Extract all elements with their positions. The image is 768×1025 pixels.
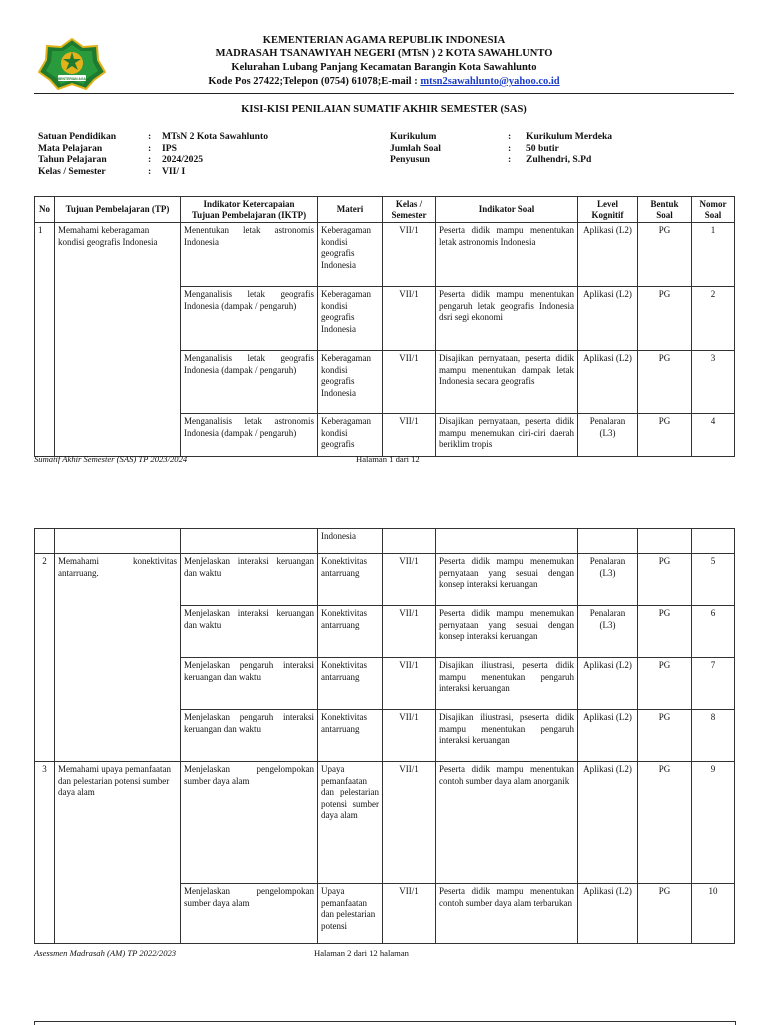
meta-colon: : — [148, 154, 152, 165]
meta-colon: : — [148, 165, 152, 177]
cell-nomor: 4 — [692, 414, 735, 457]
meta-value: MTsN 2 Kota Sawahlunto — [162, 131, 268, 142]
cell-level: Aplikasi (L2) — [578, 351, 638, 414]
header-line-3: Kelurahan Lubang Panjang Kecamatan Barangin Kota Sawahlunto — [231, 62, 537, 73]
meta-label: Kurikulum — [390, 131, 437, 142]
cell-iktp: Menjelaskan pengelompokan sumber daya alam — [181, 884, 318, 944]
cell-materi: Konektivitas antarruang — [318, 606, 383, 658]
cell-materi: Keberagaman kondisi geografis Indonesia — [318, 287, 383, 351]
cell-kelas: VII/1 — [383, 414, 436, 457]
email-link[interactable]: mtsn2sawahlunto@yahoo.co.id — [420, 76, 560, 87]
logo-text: KEMENTERIAN AGAMA — [52, 76, 92, 81]
meta-colon: : — [508, 142, 512, 154]
footer-page-2-right: Halaman 2 dari 12 halaman — [314, 948, 409, 958]
cell-nomor: 7 — [692, 658, 735, 710]
cell-kelas: VII/1 — [383, 762, 436, 884]
cell-level: Aplikasi (L2) — [578, 287, 638, 351]
meta-value: 2024/2025 — [162, 154, 204, 165]
header-kelas — [383, 197, 436, 223]
cell-bentuk: PG — [638, 414, 692, 457]
cell-nomor: 10 — [692, 884, 735, 944]
cell-level: Penalaran (L3) — [578, 606, 638, 658]
cell-materi: Keberagaman kondisi geografis — [318, 414, 383, 457]
header-bentuk — [638, 197, 692, 223]
cell-materi: Indonesia — [318, 529, 383, 554]
kisi-kisi-table-page-1 — [34, 196, 735, 457]
cell-bentuk: PG — [638, 884, 692, 944]
contact-text: Kode Pos 27422;Telepon (0754) 61078;E-mail : — [208, 76, 421, 87]
cell-indikator: Disajikan pernyataan, peserta didik mampu menemukan ciri-ciri daerah beriklim tropis — [436, 414, 578, 457]
meta-colon: : — [508, 131, 512, 142]
cell-kelas: VII/1 — [383, 351, 436, 414]
cell-iktp: Menjelaskan interaksi keruangan dan waktu — [181, 554, 318, 606]
header-indikator: Indikator Soal — [436, 197, 578, 223]
meta-label: Kelas / Semester — [38, 165, 106, 177]
meta-colon: : — [148, 142, 152, 154]
cell-materi: Konektivitas antarruang — [318, 710, 383, 762]
cell-level: Aplikasi (L2) — [578, 884, 638, 944]
meta-left — [38, 131, 338, 181]
cell-materi: Keberagaman kondisi geografis Indonesia — [318, 223, 383, 287]
cell-nomor: 9 — [692, 762, 735, 884]
cell-level: Aplikasi (L2) — [578, 658, 638, 710]
cell-indikator: Peserta didik mampu menentukan pengaruh letak geografis Indonesia dsri segi ekonomi — [436, 287, 578, 351]
cell-kelas: VII/1 — [383, 554, 436, 606]
cell-level: Aplikasi (L2) — [578, 762, 638, 884]
table-header-row — [35, 197, 735, 223]
cell-materi: Konektivitas antarruang — [318, 658, 383, 710]
cell-bentuk: PG — [638, 223, 692, 287]
table-row — [35, 762, 735, 884]
cell-iktp: Menjelaskan interaksi keruangan dan waktu — [181, 606, 318, 658]
cell-indikator: Disajikan pernyataan, peserta didik mampu menentukan dampak letak Indonesia secara geografis — [436, 351, 578, 414]
table-row — [35, 223, 735, 287]
kisi-kisi-table-page-2 — [34, 528, 735, 944]
cell-level: Aplikasi (L2) — [578, 710, 638, 762]
cell-iktp: Menjelaskan pengaruh interaksi keruangan dan waktu — [181, 710, 318, 762]
cell-bentuk — [638, 529, 692, 554]
cell-nomor: 6 — [692, 606, 735, 658]
cell-level: Penalaran (L3) — [578, 554, 638, 606]
cell-iktp: Menjelaskan pengelompokan sumber daya alam — [181, 762, 318, 884]
meta-label: Penyusun — [390, 154, 430, 165]
cell-nomor: 1 — [692, 223, 735, 287]
meta-colon: : — [508, 154, 512, 165]
cell-materi: Upaya pemanfaatan dan pelestarian potensi — [318, 884, 383, 944]
cell-kelas: VII/1 — [383, 658, 436, 710]
cell-iktp: Menganalisis letak geografis Indonesia (dampak / pengaruh) — [181, 287, 318, 351]
footer-page-2-left — [34, 948, 176, 958]
header-line-2: MADRASAH TSANAWIYAH NEGERI (MTsN ) 2 KOTA SAWAHLUNTO — [215, 48, 553, 59]
cell-tp: Memahami upaya pemanfaatan dan pelestarian potensi sumber daya alam — [55, 762, 181, 944]
cell-kelas: VII/1 — [383, 287, 436, 351]
cell-iktp — [181, 529, 318, 554]
cell-materi: Keberagaman kondisi geografis Indonesia — [318, 351, 383, 414]
header-nomor-line2: Soal — [704, 209, 722, 220]
header-no: No — [35, 197, 55, 223]
cell-level: Aplikasi (L2) — [578, 223, 638, 287]
header-materi: Materi — [318, 197, 383, 223]
cell-kelas: VII/1 — [383, 606, 436, 658]
header-iktp-line2: Tujuan Pembelajaran (IKTP) — [191, 209, 307, 220]
cell-tp: Memahami keberagaman kondisi geografis Indonesia — [55, 223, 181, 457]
meta-label: Mata Pelajaran — [38, 142, 103, 154]
meta-value: IPS — [162, 142, 177, 154]
document-title: KISI-KISI PENILAIAN SUMATIF AKHIR SEMESTER (SAS) — [241, 104, 527, 115]
header-nomor-line1: Nomor — [699, 198, 727, 209]
header-kelas-line2: Semester — [391, 209, 427, 220]
header-bentuk-line2: Soal — [656, 209, 673, 220]
cell-iktp: Menganalisis letak astronomis Indonesia (dampak / pengaruh) — [181, 414, 318, 457]
header-rule — [34, 93, 734, 94]
cell-iktp: Menjelaskan pengaruh interaksi keruangan dan waktu — [181, 658, 318, 710]
cell-bentuk: PG — [638, 658, 692, 710]
header-line-4 — [0, 75, 768, 88]
meta-colon: : — [148, 131, 152, 142]
cell-level — [578, 529, 638, 554]
cell-bentuk: PG — [638, 351, 692, 414]
cell-indikator: Disajikan iliustrasi, peserta didik mampu menentukan pengaruh interaksi keruangan — [436, 658, 578, 710]
meta-right — [390, 131, 730, 171]
cell-indikator: Peserta didik mampu menemukan pernyataan yang sesuai dengan konsep interaksi keruangan — [436, 554, 578, 606]
cell-materi: Upaya pemanfaatan dan pelestarian potensi sumber daya alam — [318, 762, 383, 884]
header-nomor — [692, 197, 735, 223]
cell-materi: Konektivitas antarruang — [318, 554, 383, 606]
cell-no: 3 — [35, 762, 55, 944]
table-row — [35, 554, 735, 606]
cell-tp — [55, 529, 181, 554]
page-3-table-edge — [34, 1021, 736, 1025]
cell-kelas: VII/1 — [383, 710, 436, 762]
cell-level: Penalaran (L3) — [578, 414, 638, 457]
footer-page-1-left — [34, 454, 187, 464]
footer-page-1-right: Halaman 1 dari 12 — [356, 454, 420, 464]
cell-nomor — [692, 529, 735, 554]
footer-left-text: Sumatif Akhir Semester (SAS) TP 2023/2024 — [34, 454, 188, 464]
cell-bentuk: PG — [638, 287, 692, 351]
table-row-continued — [35, 529, 735, 554]
cell-nomor: 2 — [692, 287, 735, 351]
cell-iktp: Menentukan letak astronomis Indonesia — [181, 223, 318, 287]
cell-indikator — [436, 529, 578, 554]
cell-nomor: 5 — [692, 554, 735, 606]
meta-value: VII/ I — [162, 165, 186, 177]
meta-value: Zulhendri, S.Pd — [526, 154, 592, 165]
header-bentuk-line1: Bentuk — [650, 198, 679, 209]
header-iktp — [181, 197, 318, 223]
cell-bentuk: PG — [638, 710, 692, 762]
header-line-1: KEMENTERIAN AGAMA REPUBLIK INDONESIA — [262, 35, 506, 46]
cell-nomor: 3 — [692, 351, 735, 414]
cell-indikator: Peserta didik mampu menentukan contoh sumber daya alam anorganik — [436, 762, 578, 884]
cell-no — [35, 529, 55, 554]
meta-label: Jumlah Soal — [390, 142, 441, 154]
cell-indikator: Peserta didik mampu menentukan contoh sumber daya alam terbarukan — [436, 884, 578, 944]
footer-left-text: Asessmen Madrasah (AM) TP 2022/2023 — [34, 948, 177, 958]
meta-label: Satuan Pendidikan — [38, 131, 117, 142]
cell-tp: Memahami konektivitas antarruang. — [55, 554, 181, 762]
meta-value: 50 butir — [526, 142, 559, 154]
cell-kelas — [383, 529, 436, 554]
cell-indikator: Peserta didik mampu menentukan letak astronomis Indonesia — [436, 223, 578, 287]
meta-value: Kurikulum Merdeka — [526, 131, 613, 142]
cell-bentuk: PG — [638, 606, 692, 658]
cell-no: 1 — [35, 223, 55, 457]
cell-kelas: VII/1 — [383, 223, 436, 287]
cell-indikator: Peserta didik mampu menemukan pernyataan yang sesuai dengan konsep interaksi keruangan — [436, 606, 578, 658]
cell-kelas: VII/1 — [383, 884, 436, 944]
cell-iktp: Menganalisis letak geografis Indonesia (dampak / pengaruh) — [181, 351, 318, 414]
header-level: Level Kognitif — [578, 197, 638, 223]
header-tp: Tujuan Pembelajaran (TP) — [55, 197, 181, 223]
header-iktp-line1: Indikator Ketercapaian — [203, 198, 295, 209]
header-kelas-line1: Kelas / — [395, 198, 423, 209]
cell-no: 2 — [35, 554, 55, 762]
cell-bentuk: PG — [638, 762, 692, 884]
cell-indikator: Disajikan iliustrasi, pseserta didik mampu menentukan pengaruh interaksi keruangan — [436, 710, 578, 762]
cell-nomor: 8 — [692, 710, 735, 762]
meta-label: Tahun Pelajaran — [38, 154, 107, 165]
cell-bentuk: PG — [638, 554, 692, 606]
